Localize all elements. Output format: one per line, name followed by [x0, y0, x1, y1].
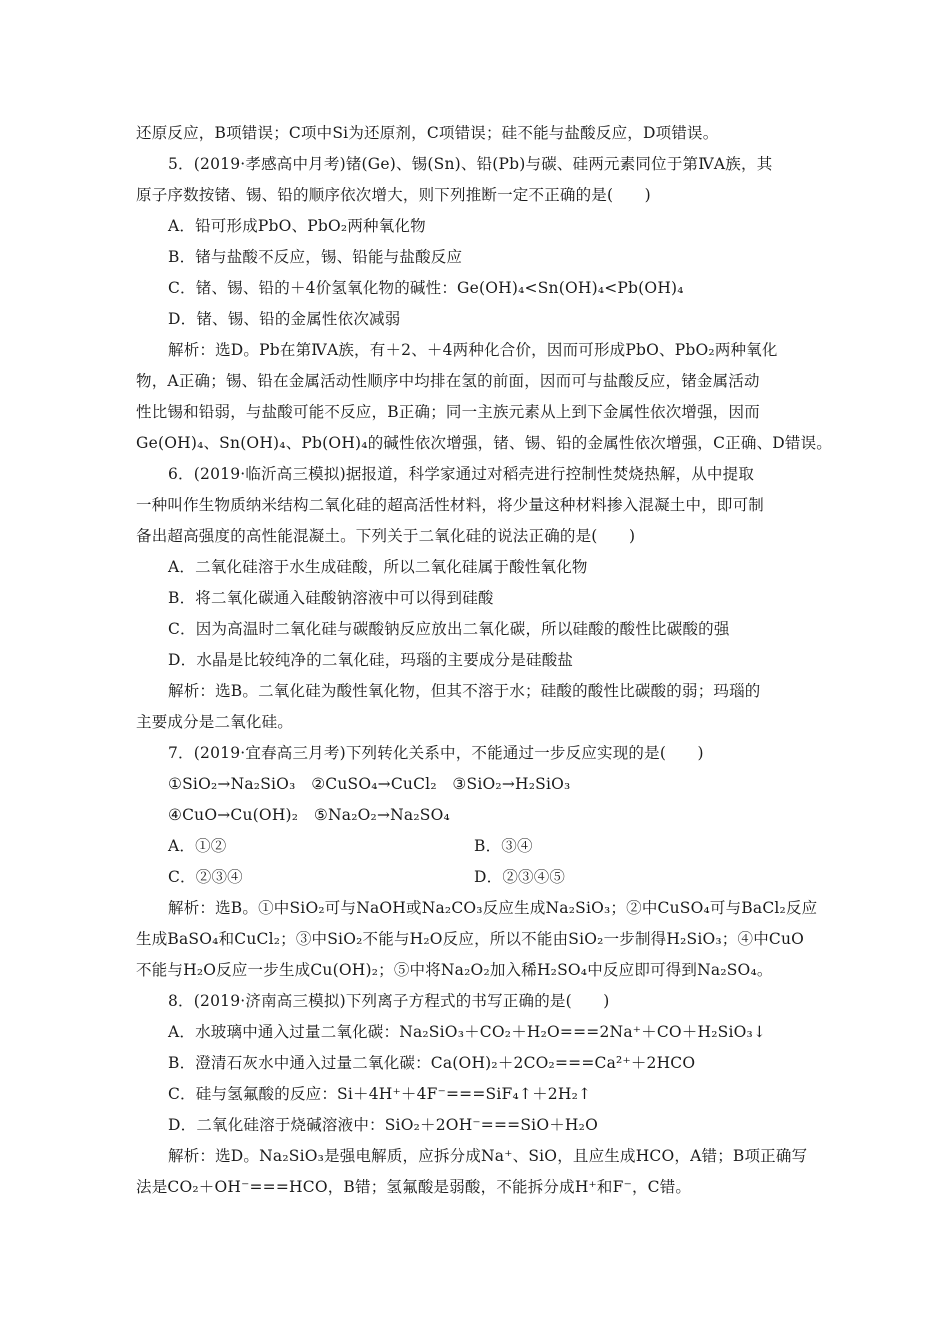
text-line: 法是CO₂＋OH⁻===HCO，B错；氢氟酸是弱酸，不能拆分成H⁺和F⁻，C错。 [136, 1178, 692, 1196]
option-b: B．澄清石灰水中通入过量二氧化碳：Ca(OH)₂＋2CO₂===Ca²⁺＋2HCO [168, 1054, 696, 1072]
option-a: A．二氧化硅溶于水生成硅酸，所以二氧化硅属于酸性氧化物 [168, 558, 588, 576]
question-5-stem: 5．(2019·孝感高中月考)锗(Ge)、锡(Sn)、铅(Pb)与碳、硅两元素同位于第ⅣA族，其 [168, 155, 773, 173]
analysis-8: 解析：选D。Na₂SiO₃是强电解质，应拆分成Na⁺、SiO，且应生成HCO，A错；B项正确写 [168, 1147, 808, 1165]
option-b: B．锗与盐酸不反应，锡、铅能与盐酸反应 [168, 248, 463, 266]
option-c: C．因为高温时二氧化硅与碳酸钠反应放出二氧化碳，所以硅酸的酸性比碳酸的强 [168, 620, 730, 638]
text-line: 一种叫作生物质纳米结构二氧化硅的超高活性材料，将少量这种材料掺入混凝土中，即可制 [136, 496, 765, 514]
option-d: D．二氧化硅溶于烧碱溶液中：SiO₂＋2OH⁻===SiO＋H₂O [168, 1116, 598, 1134]
analysis-6: 解析：选B。二氧化硅为酸性氧化物，但其不溶于水；硅酸的酸性比碳酸的弱；玛瑙的 [168, 682, 761, 700]
option-d: D．②③④⑤ [474, 868, 566, 886]
conversion-list: ④CuO→Cu(OH)₂ ⑤Na₂O₂→Na₂SO₄ [168, 806, 450, 824]
text-line: 还原反应，B项错误；C项中Si为还原剂，C项错误；硅不能与盐酸反应，D项错误。 [136, 124, 719, 142]
option-c: C．锗、锡、铅的＋4价氢氧化物的碱性：Ge(OH)₄<Sn(OH)₄<Pb(OH)₄ [168, 279, 684, 297]
text-line: 不能与H₂O反应一步生成Cu(OH)₂；⑤中将Na₂O₂加入稀H₂SO₄中反应即可得到Na₂SO₄。 [136, 961, 773, 979]
conversion-list: ①SiO₂→Na₂SiO₃ ②CuSO₄→CuCl₂ ③SiO₂→H₂SiO₃ [168, 775, 571, 793]
option-a: A．①② [168, 837, 227, 855]
option-a: A．水玻璃中通入过量二氧化碳：Na₂SiO₃＋CO₂＋H₂O===2Na⁺＋CO＋H₂SiO₃↓ [168, 1023, 767, 1041]
option-b: B．③④ [474, 837, 533, 855]
text-line: 主要成分是二氧化硅。 [136, 713, 294, 731]
option-d: D．水晶是比较纯净的二氧化硅，玛瑙的主要成分是硅酸盐 [168, 651, 574, 669]
question-7-stem: 7．(2019·宜春高三月考)下列转化关系中，不能通过一步反应实现的是( ) [168, 744, 704, 762]
analysis-5: 解析：选D。Pb在第ⅣA族，有＋2、＋4两种化合价，因而可形成PbO、PbO₂两种氧化 [168, 341, 778, 359]
question-6-stem: 6．(2019·临沂高三模拟)据报道，科学家通过对稻壳进行控制性焚烧热解，从中提取 [168, 465, 755, 483]
text-line: 物，A正确；锡、铅在金属活动性顺序中均排在氢的前面，因而可与盐酸反应，锗金属活动 [136, 372, 760, 390]
text-line: 性比锡和铅弱，与盐酸可能不反应，B正确；同一主族元素从上到下金属性依次增强，因而 [136, 403, 760, 421]
question-8-stem: 8．(2019·济南高三模拟)下列离子方程式的书写正确的是( ) [168, 992, 610, 1010]
option-b: B．将二氧化碳通入硅酸钠溶液中可以得到硅酸 [168, 589, 494, 607]
text-line: 生成BaSO₄和CuCl₂；③中SiO₂不能与H₂O反应，所以不能由SiO₂一步制得H₂SiO₃；④中CuO [136, 930, 805, 948]
option-a: A．铅可形成PbO、PbO₂两种氧化物 [168, 217, 426, 235]
analysis-7: 解析：选B。①中SiO₂可与NaOH或Na₂CO₃反应生成Na₂SiO₃；②中CuSO₄可与BaCl₂反应 [168, 899, 818, 917]
text-line: 原子序数按锗、锡、铅的顺序依次增大，则下列推断一定不正确的是( ) [136, 186, 651, 204]
option-c: C．②③④ [168, 868, 243, 886]
option-c: C．硅与氢氟酸的反应：Si＋4H⁺＋4F⁻===SiF₄↑＋2H₂↑ [168, 1085, 592, 1103]
option-d: D．锗、锡、铅的金属性依次减弱 [168, 310, 401, 328]
text-line: Ge(OH)₄、Sn(OH)₄、Pb(OH)₄的碱性依次增强，锗、锡、铅的金属性依次增强，C正确、D错误。 [136, 434, 832, 452]
text-line: 备出超高强度的高性能混凝土。下列关于二氧化硅的说法正确的是( ) [136, 527, 636, 545]
